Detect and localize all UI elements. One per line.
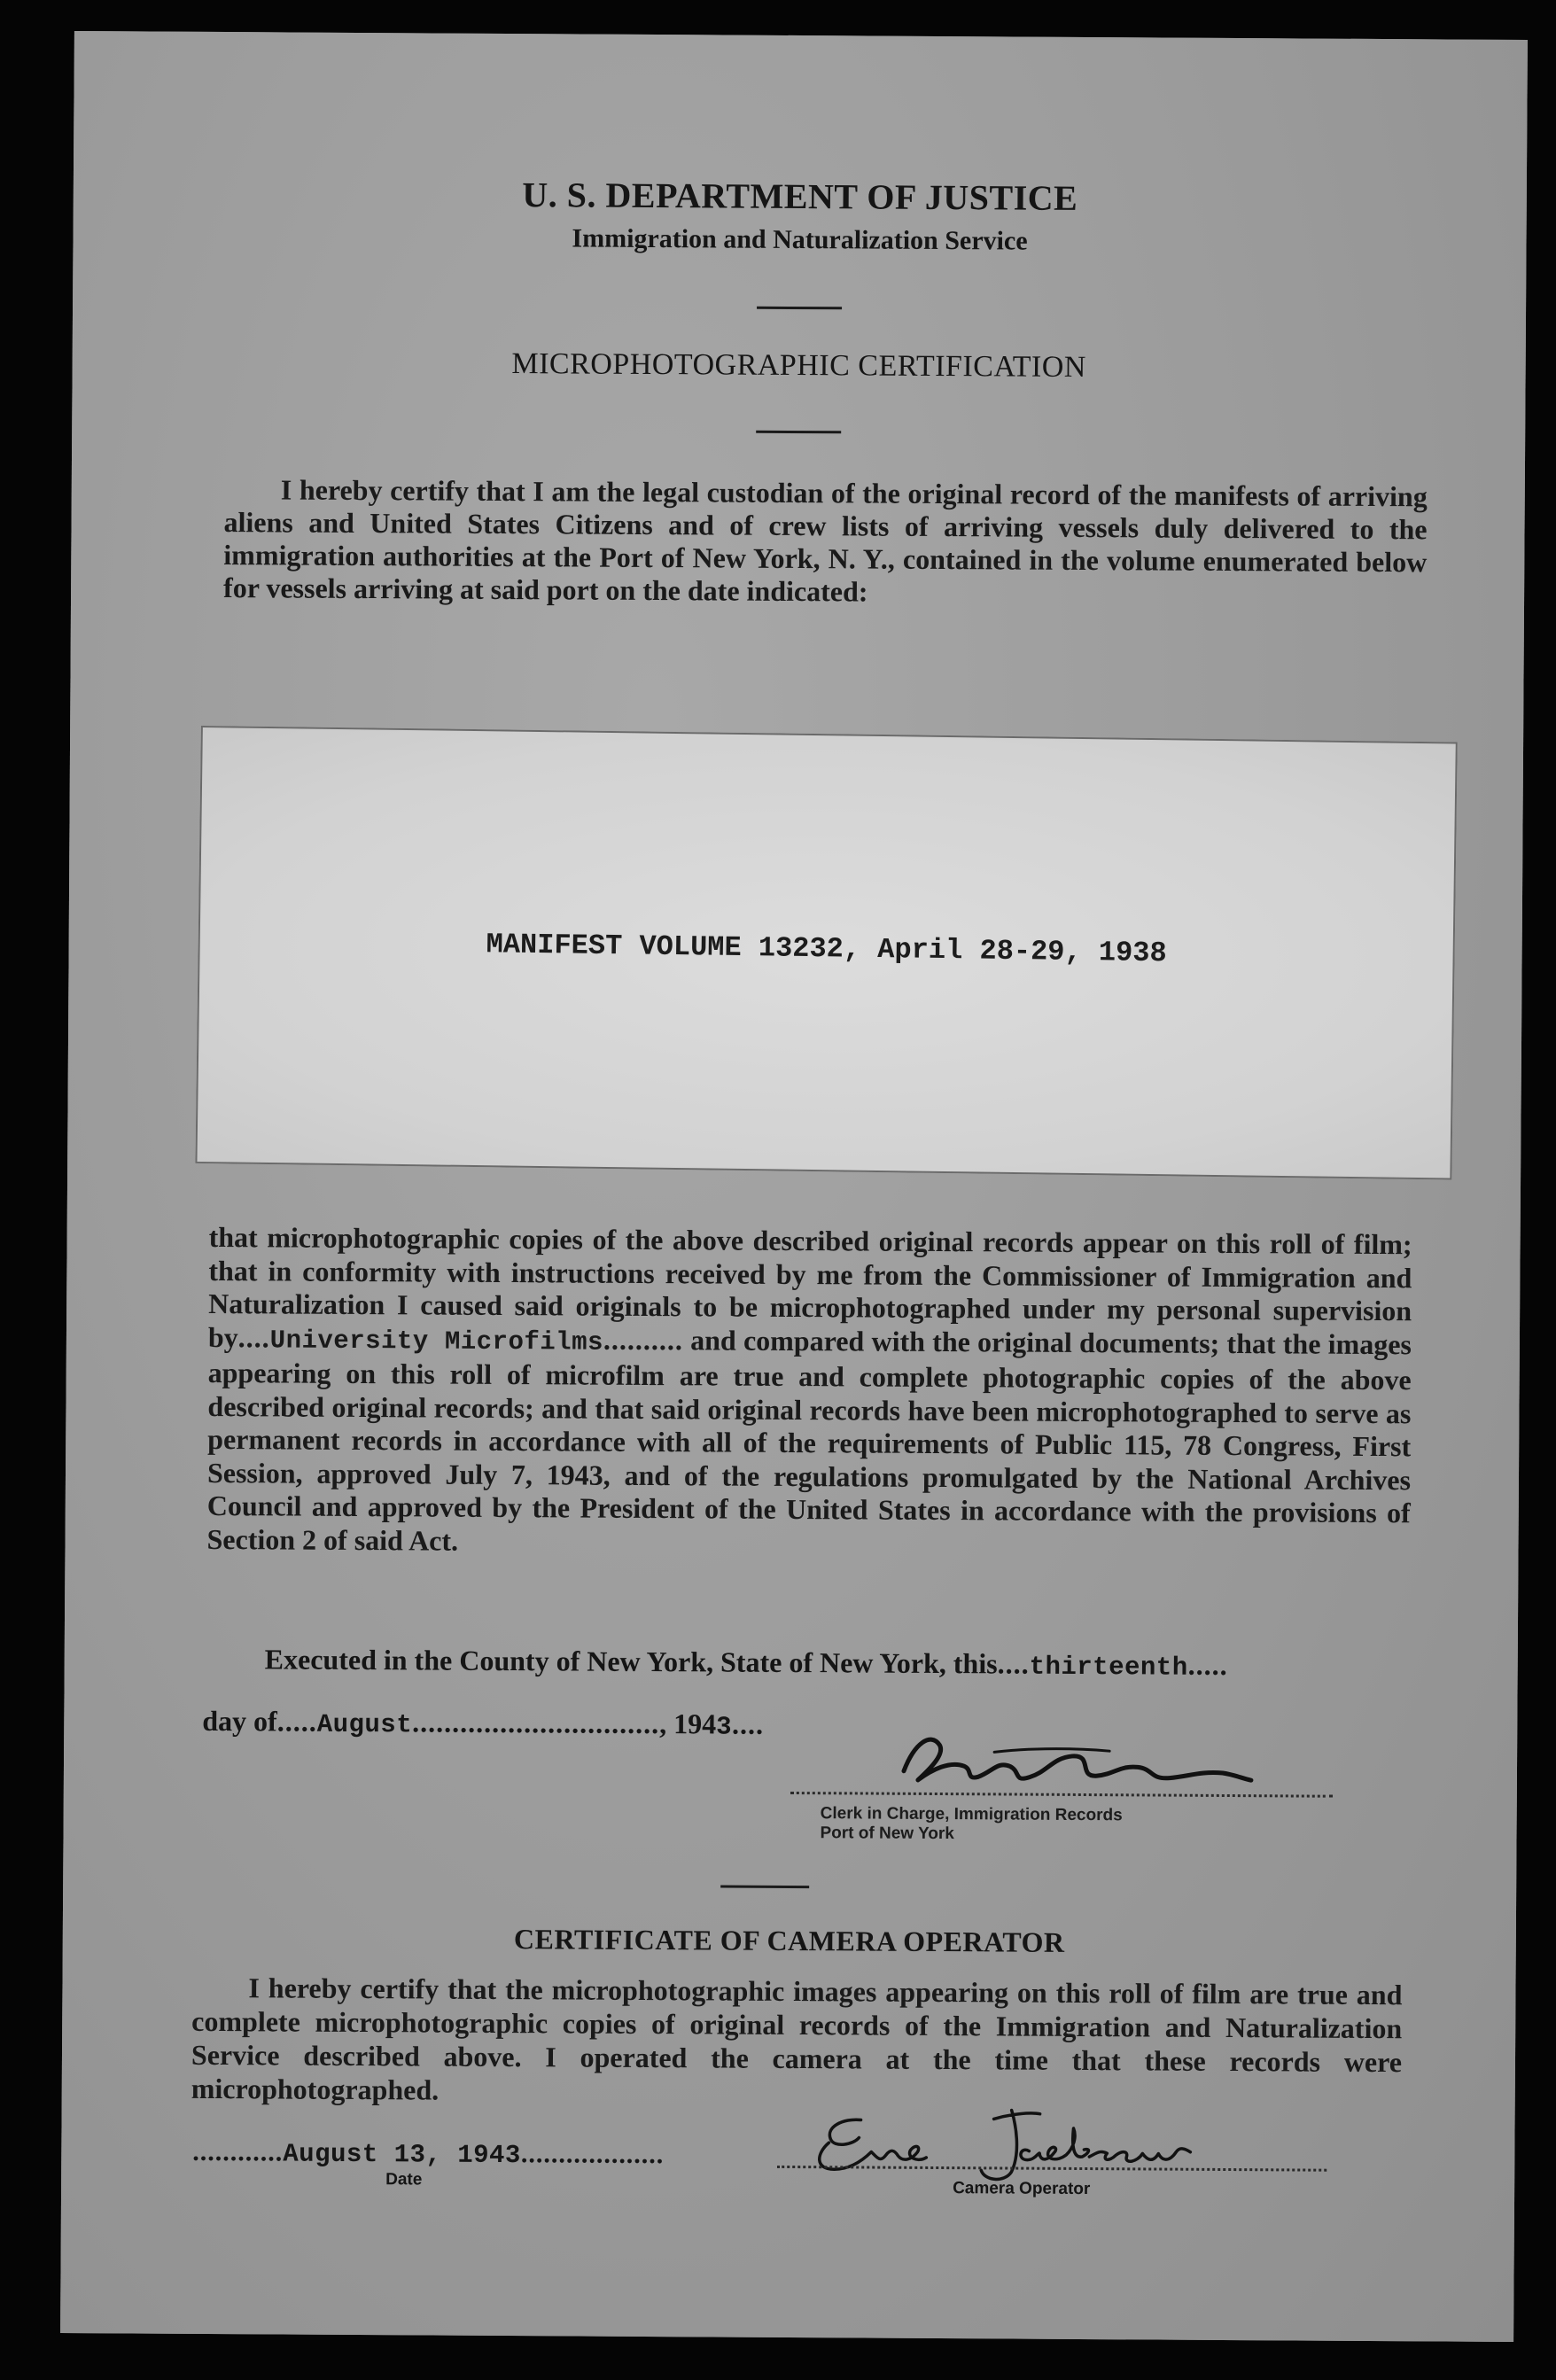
execution-line: Executed in the County of New York, State of New York, this....thirteenth.....	[264, 1643, 1228, 1683]
camera-operator-label: Camera Operator	[953, 2179, 1091, 2199]
year-digit-value: 3	[716, 1712, 733, 1742]
camera-operator-statement: I hereby certify that the microphotographic images appearing on this roll of film are true and complete microphotographic copies of original records of the Immigration and Naturalization Service described above. I operated the camera at the time that these records were microphotographed.	[191, 1972, 1403, 2106]
year-prefix: 194	[673, 1707, 717, 1740]
manifest-volume-box	[195, 726, 1457, 1180]
day-of-line: day of.....August..............................., 1943....	[202, 1704, 765, 1742]
camera-operator-signature	[807, 2100, 1233, 2191]
clerk-title-line1: Clerk in Charge, Immigration Records	[820, 1804, 1123, 1825]
divider-rule	[756, 431, 841, 434]
divider-rule	[757, 307, 842, 310]
custodian-statement: I hereby certify that I am the legal custodian of the original record of the manifests of arriving aliens and United States Citizens and of crew lists of arriving vessels duly delivered to the immigration authorities at the Port of New York, N. Y., contained in the volume enumerated below for vessels arriving at said port on the date indicated:	[223, 473, 1428, 608]
certification-title: MICROPHOTOGRAPHIC CERTIFICATION	[511, 347, 1087, 384]
date-line: ............August 13, 1943...................	[192, 2136, 665, 2171]
microfilm-statement: that microphotographic copies of the above described original records appear on this roll of film; that in conformity with instructions received by me from the Commissioner of Immigration and Naturalization I caused said originals to be microphotographed under my personal supervision by....University Microfilms.......... and compared with the original documents; that the images appearing on this roll of microfilm are true and complete photographic copies of the above described original records; and that said original records have been microphotographed to serve as permanent records in accordance with all of the requirements of Public 115, 78 Congress, First Session, approved July 7, 1943, and of the regulations promulgated by the National Archives Council and approved by the President of the United States in accordance with the provisions of Section 2 of said Act.	[206, 1220, 1412, 1557]
certification-date-value: August 13, 1943	[283, 2139, 521, 2171]
day-of-label: day of	[202, 1704, 277, 1738]
camera-operator-title: CERTIFICATE OF CAMERA OPERATOR	[513, 1923, 1065, 1958]
service-subtitle: Immigration and Naturalization Service	[572, 223, 1028, 256]
clerk-title-line2: Port of New York	[820, 1824, 954, 1844]
execution-prefix: Executed in the County of New York, State of New York, this	[264, 1643, 998, 1680]
date-label: Date	[385, 2170, 423, 2189]
filmed-by-value: University Microfilms	[269, 1325, 604, 1357]
clerk-title	[820, 1804, 1122, 1845]
execution-day-value: thirteenth	[1029, 1652, 1188, 1683]
manifest-volume-text: MANIFEST VOLUME 13232, April 28-29, 1938	[486, 928, 1167, 970]
divider-rule	[720, 1886, 809, 1889]
clerk-signature	[888, 1725, 1260, 1799]
microfilm-statement-part1: that microphotographic copies of the above described original records appear on this roll of film; that in conformity with instructions received by me from the Commissioner of Immigration and Naturalization I caused said originals to be microphotographed under my personal supervision by	[207, 1220, 1412, 1353]
certificate-page	[60, 31, 1528, 2342]
execution-month-value: August	[316, 1709, 413, 1740]
microfilm-statement-part2: and compared with the original documents; that the images appearing on this roll of microfilm are true and complete photographic copies of the above described original records; and that said original records have been microphotographed to serve as permanent records in accordance with all of the requirements of Public 115, 78 Congress, First Session, approved July 7, 1943, and of the regulations promulgated by the National Archives Council and approved by the President of the United States in accordance with the provisions of Section 2 of said Act.	[206, 1323, 1412, 1557]
department-title: U. S. DEPARTMENT OF JUSTICE	[522, 175, 1078, 218]
